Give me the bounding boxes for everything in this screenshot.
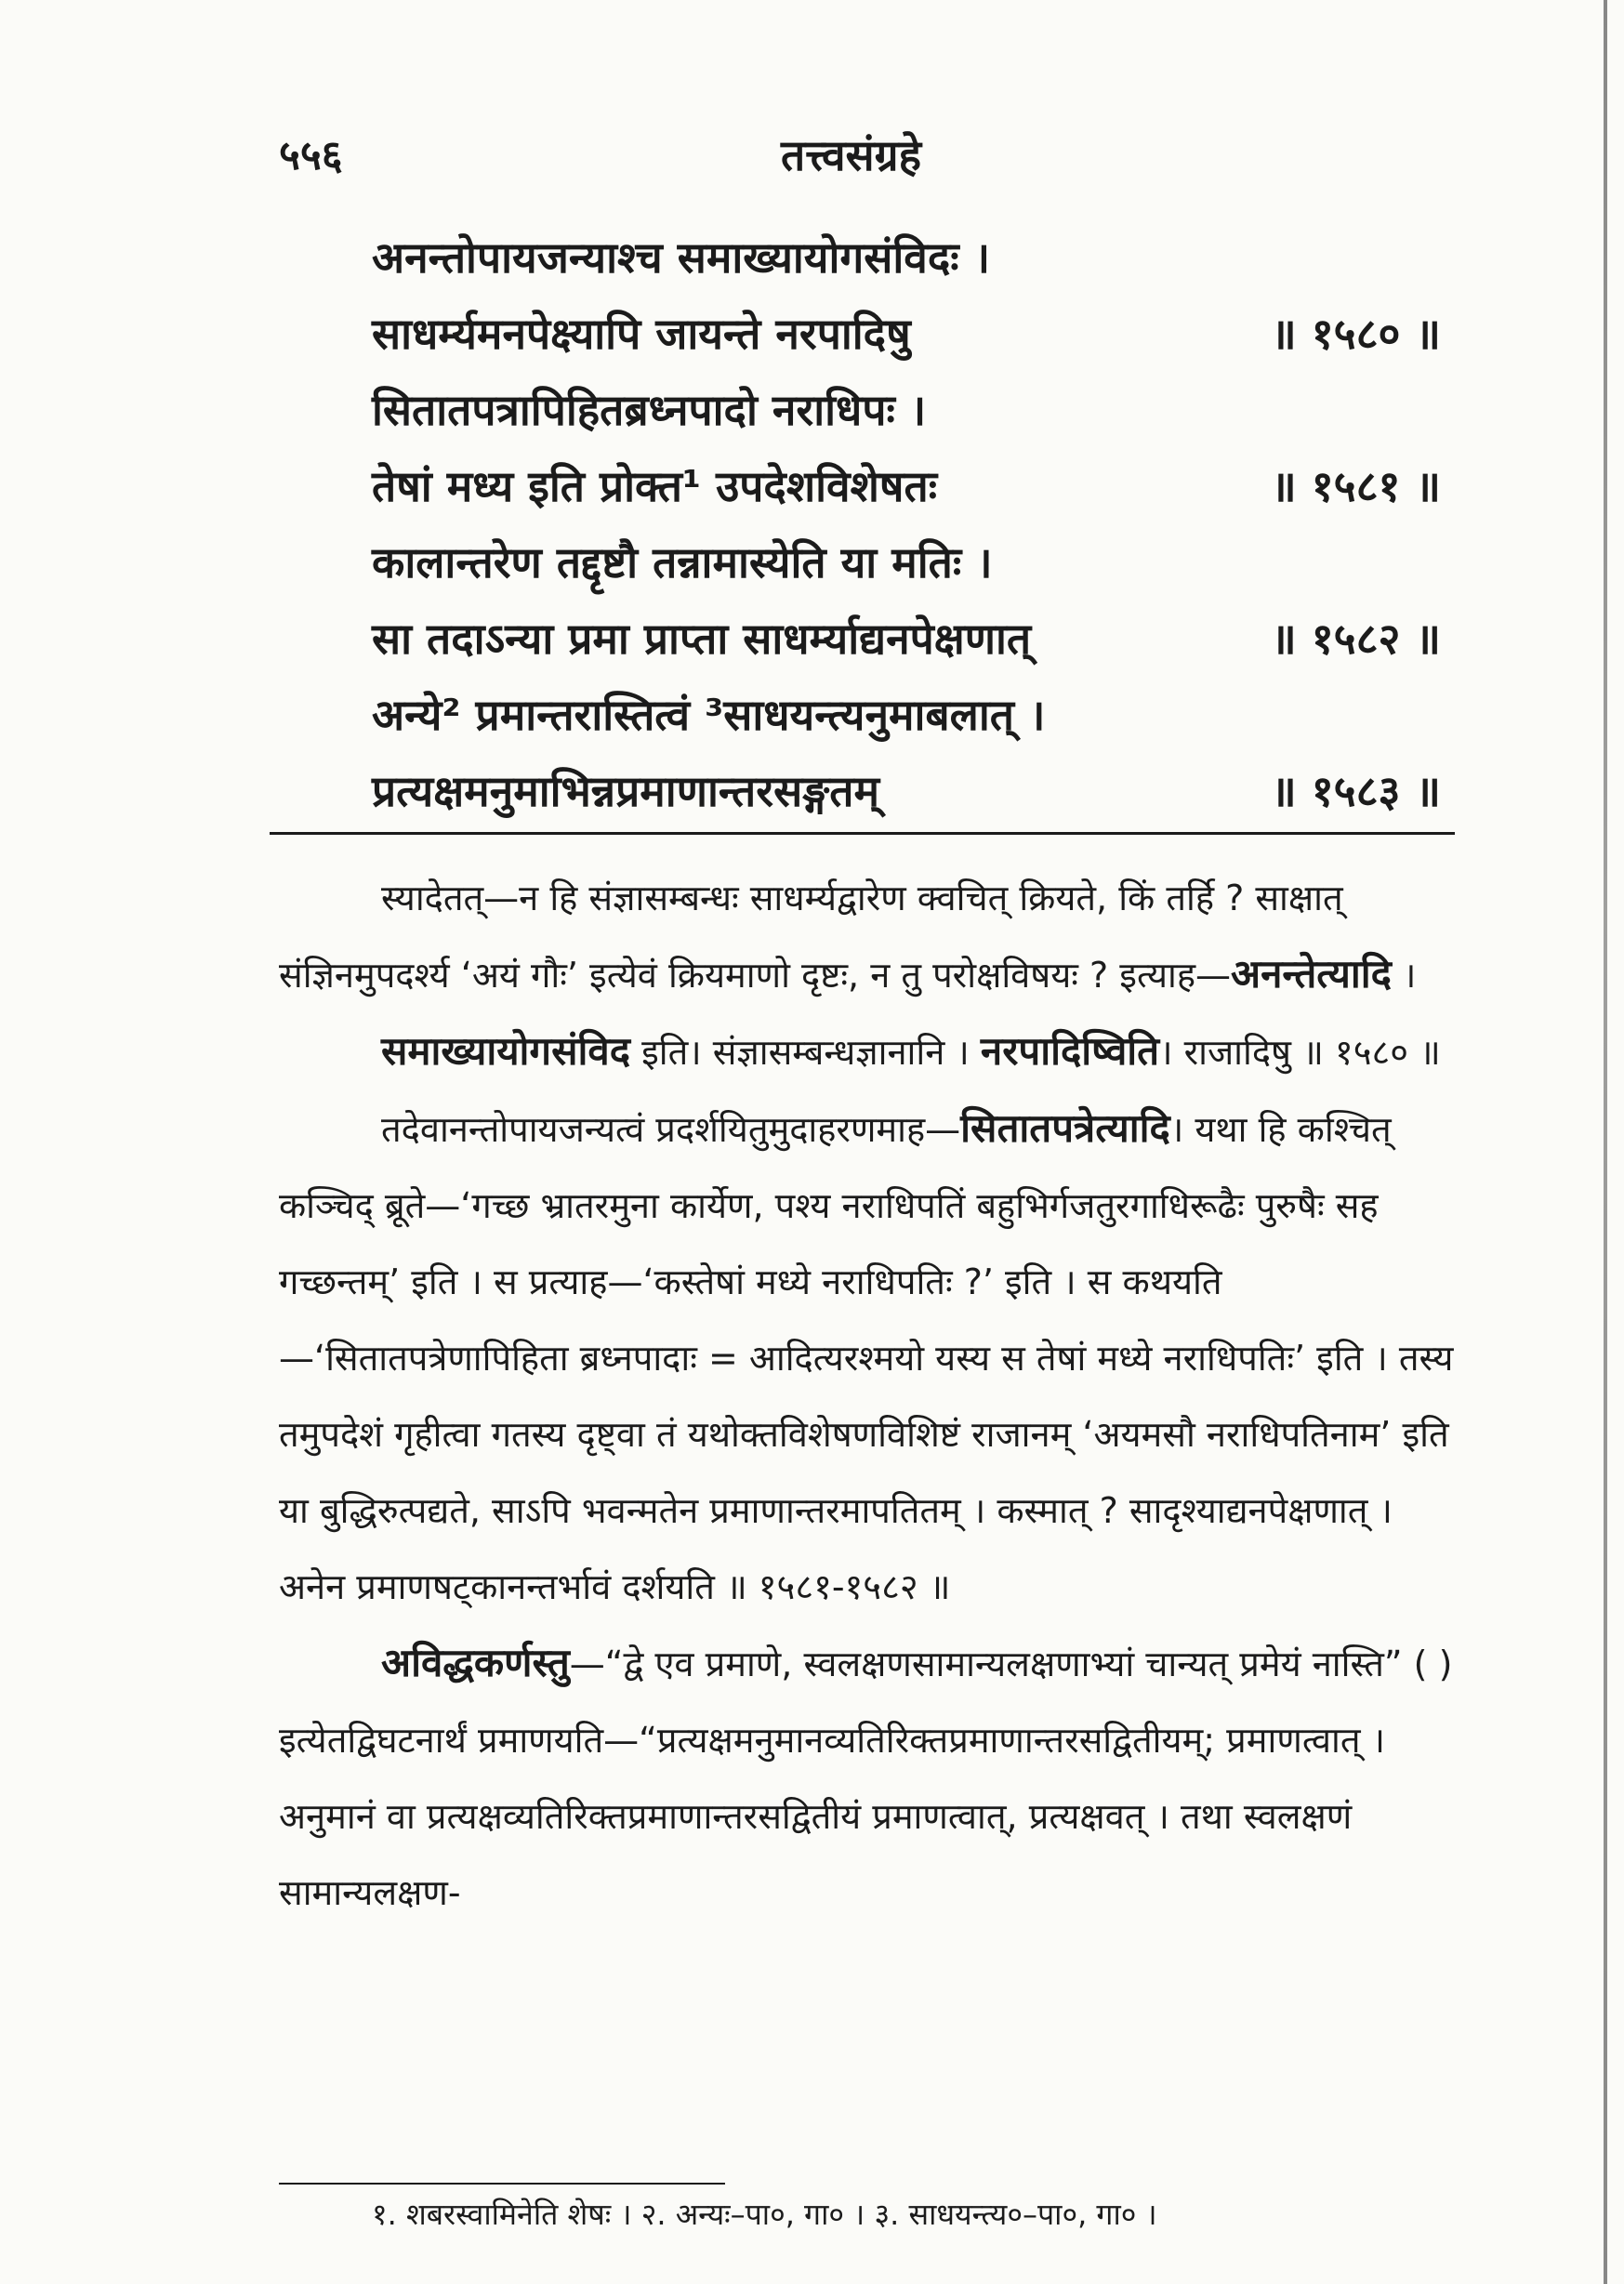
verse-text: तेषां मध्य इति प्रोक्त¹ उपदेशविशेषतः bbox=[372, 461, 938, 511]
verse-text: सितातपत्रापिहितब्रध्नपादो नराधिपः । bbox=[372, 385, 927, 435]
verse-text: अनन्तोपायजन्याश्च समाख्यायोगसंविदः । bbox=[372, 232, 991, 283]
verse-number bbox=[1134, 685, 1441, 761]
verse-number bbox=[1134, 380, 1441, 456]
verse-line bbox=[372, 456, 1441, 533]
verse-text: कालान्तरेण तद्दृष्टौ तन्नामास्येति या मतिः । bbox=[372, 537, 993, 588]
commentary-paragraph bbox=[279, 1013, 1455, 1090]
verse-commentary-divider bbox=[270, 832, 1455, 835]
verse-block bbox=[372, 228, 1441, 838]
verse-line bbox=[372, 761, 1441, 838]
verse-text: साधर्म्यमनपेक्ष्यापि जायन्ते नरपादिषु bbox=[372, 309, 911, 359]
verse-number: ॥ १५८२ ॥ bbox=[1271, 614, 1441, 664]
verse-number: ॥ १५८३ ॥ bbox=[1271, 766, 1441, 816]
commentary-paragraph bbox=[279, 860, 1455, 1013]
commentary-text: तदेवानन्तोपायजन्यत्वं प्रदर्शयितुमुदाहरणमाह— bbox=[381, 1109, 961, 1150]
commentary-text: इति। संज्ञासम्बन्धज्ञानानि । bbox=[630, 1032, 981, 1073]
verse-number bbox=[1134, 228, 1441, 304]
page-number: ५५६ bbox=[279, 132, 343, 179]
footnotes: १. शबरस्वामिनेति शेषः । २. अन्यः–पा०, गा० । ३. साधयन्त्य०–पा०, गा० । bbox=[372, 2197, 1157, 2232]
pratika-term: सितातपत्रेत्यादि bbox=[960, 1105, 1170, 1151]
verse-text: अन्ये² प्रमान्तरास्तित्वं ³साधयन्त्यनुमाबलात् । bbox=[372, 690, 1046, 740]
page-header bbox=[279, 125, 1450, 191]
verse-line bbox=[372, 380, 1441, 456]
verse-number: ॥ १५८१ ॥ bbox=[1271, 461, 1441, 511]
verse-text: प्रत्यक्षमनुमाभिन्नप्रमाणान्तरसङ्गतम् bbox=[372, 766, 880, 816]
commentary-text: । यथा हि कश्चित् कञ्चिद् ब्रूते—‘गच्छ भ्रातरमुना कार्येण, पश्य नराधिपतिं बहुभिर्गजतुरगाधिरूढैः पुरुषैः सह गच्छन्तम्’ इति । स प्रत्याह—‘कस्तेषां मध्ये नराधिपतिः ?’ इति । स कथयति—‘सितातपत्रेणापिहिता ब्रध्नपादाः = आदित्यरश्मयो यस्य स तेषां मध्ये नराधिपतिः’ इति । तस्य तमुपदेशं गृहीत्वा गतस्य दृष्ट्वा तं यथोक्तविशेषणविशिष्टं राजानम् ‘अयमसौ नराधिपतिनाम’ इति या बुद्धिरुत्पद्यते, साऽपि भवन्मतेन प्रमाणान्तरमापतितम् । कस्मात् ? सादृश्याद्यनपेक्षणात् । अनेन प्रमाणषट्कानन्तर्भावं दर्शयति ॥ १५८१-१५८२ ॥ bbox=[279, 1109, 1454, 1607]
pratika-term: नरपादिष्विति bbox=[980, 1028, 1160, 1074]
verse-line bbox=[372, 685, 1441, 761]
pratika-term: अविद्धकर्णस्तु bbox=[381, 1640, 570, 1685]
verse-line bbox=[372, 304, 1441, 380]
running-title: तत्त्वसंग्रहे bbox=[781, 130, 922, 180]
commentary-text: स्यादेतत्—न हि संज्ञासम्बन्धः साधर्म्यद्वारेण क्वचित् क्रियते, किं तर्हि ? साक्षात् संज्ञिनमुपदर्श्य ‘अयं गौः’ इत्येवं क्रियमाणो दृष्टः, न तु परोक्षविषयः ? इत्याह— bbox=[279, 878, 1343, 996]
pratika-term: समाख्यायोगसंविद bbox=[381, 1028, 631, 1074]
commentary-text: । bbox=[1391, 955, 1417, 996]
verse-line bbox=[372, 228, 1441, 304]
verse-line bbox=[372, 533, 1441, 609]
pratika-term: अनन्तेत्यादि bbox=[1231, 951, 1392, 997]
verse-line bbox=[372, 609, 1441, 685]
verse-number bbox=[1134, 533, 1441, 609]
verse-text: सा तदाऽन्या प्रमा प्राप्ता साधर्म्याद्यनपेक्षणात् bbox=[372, 614, 1032, 664]
commentary-paragraph bbox=[279, 1090, 1455, 1625]
commentary-text: —“द्वे एव प्रमाणे, स्वलक्षणसामान्यलक्षणाभ्यां चान्यत् प्रमेयं नास्ति” ( ) इत्येतद्विघटनार्थं प्रमाणयति—“प्रत्यक्षमनुमानव्यतिरिक्तप्रमाणान्तरसद्वितीयम्; प्रमाणत्वात् । अनुमानं वा प्रत्यक्षव्यतिरिक्तप्रमाणान्तरसद्वितीयं प्रमाणत्वात्, प्रत्यक्षवत् । तथा स्वलक्षणं सामान्यलक्षण- bbox=[279, 1644, 1453, 1913]
verse-number: ॥ १५८० ॥ bbox=[1271, 309, 1441, 359]
page-edge-shadow bbox=[1604, 0, 1607, 2284]
commentary-text: । राजादिषु ॥ १५८० ॥ bbox=[1159, 1032, 1441, 1073]
commentary-paragraph bbox=[279, 1625, 1455, 1931]
footnote-divider bbox=[279, 2183, 725, 2185]
commentary bbox=[279, 860, 1455, 1931]
